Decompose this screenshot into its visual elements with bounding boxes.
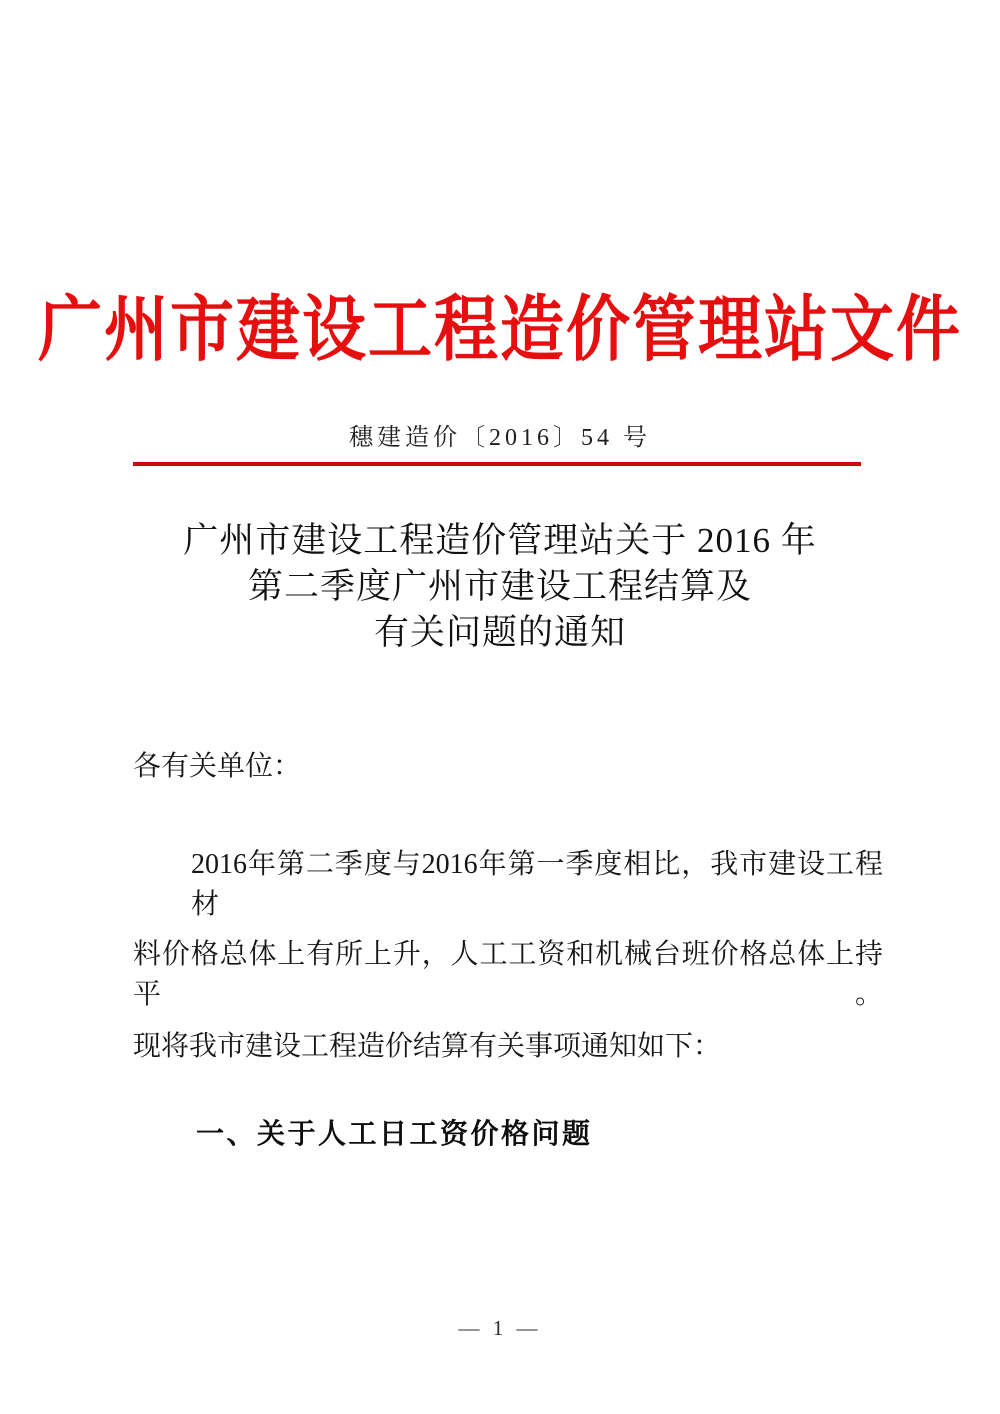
page-number: — 1 — (458, 1316, 542, 1340)
paragraph-line-3: 现将我市建设工程造价结算有关事项通知如下： (133, 1031, 722, 1062)
org-title-banner: 广州市建设工程造价管理站文件 (38, 289, 962, 370)
notice-title (125, 518, 875, 656)
paragraph-line-2: 料价格总体上有所上升，人工工资和机械台班价格总体上持平。 (133, 939, 883, 1010)
notice-title-line-3: 有关问题的通知 (373, 613, 626, 652)
salutation: 各有关单位： (133, 751, 302, 782)
doc-reference-number: 穗建造价〔2016〕54 号 (349, 425, 651, 451)
notice-title-line-1: 广州市建设工程造价管理站关于 2016 年 (183, 521, 817, 560)
notice-title-line-2: 第二季度广州市建设工程结算及 (247, 567, 752, 606)
red-divider-rule (133, 462, 861, 466)
section-heading-1: 一、关于人工日工资价格问题 (196, 1118, 593, 1149)
paragraph-line-1: 2016年第二季度与2016年第一季度相比，我市建设工程材 (191, 849, 883, 920)
